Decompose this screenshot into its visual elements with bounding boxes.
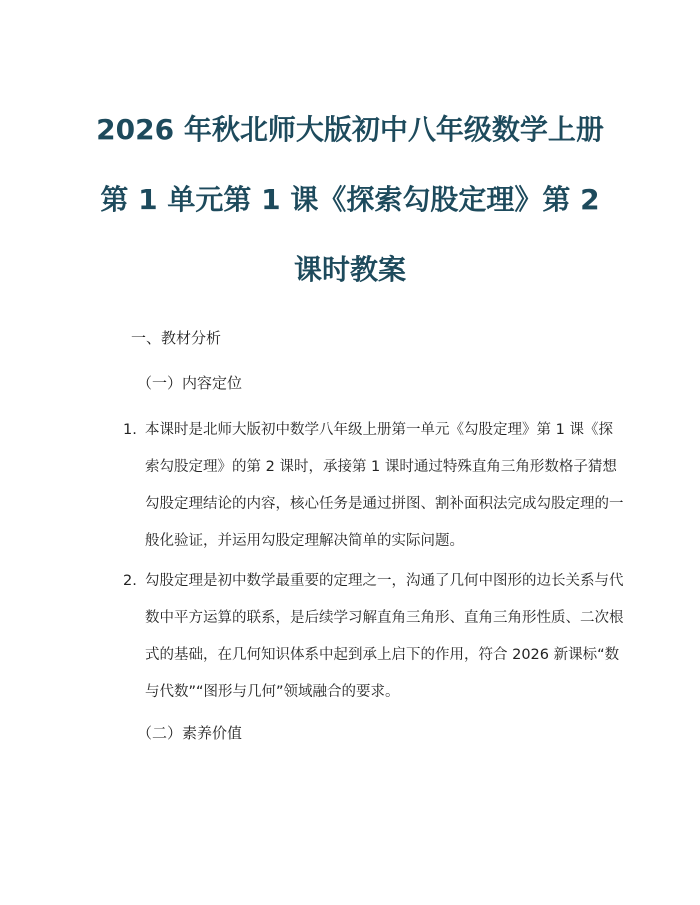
paragraph-line: 本课时是北师大版初中数学八年级上册第一单元《勾股定理》第 1 课《探 (145, 422, 613, 438)
section-heading-textbook-analysis: 一、教材分析 (131, 329, 222, 347)
subsection-heading-content-positioning: （一）内容定位 (137, 374, 243, 392)
list-item-number: 2. (123, 573, 137, 589)
paragraph-line: 与代数”“图形与几何”领域融合的要求。 (145, 684, 400, 700)
paragraph-line: 数中平方运算的联系，是后续学习解直角三角形、直角三角形性质、二次根 (145, 610, 624, 626)
document-title-line-3: 课时教案 (293, 253, 406, 286)
paragraph-line: 般化验证，并运用勾股定理解决简单的实际问题。 (145, 533, 464, 549)
subsection-heading-literacy-value: （二）素养价值 (137, 724, 243, 742)
document-title-line-1: 2026 年秋北师大版初中八年级数学上册 (96, 113, 604, 146)
paragraph-line: 勾股定理结论的内容，核心任务是通过拼图、割补面积法完成勾股定理的一 (145, 496, 624, 512)
list-item-number: 1. (123, 422, 137, 438)
paragraph-line: 索勾股定理》的第 2 课时，承接第 1 课时通过特殊直角三角形数格子猜想 (145, 459, 617, 475)
document-title-line-2: 第 1 单元第 1 课《探索勾股定理》第 2 (100, 183, 600, 216)
paragraph-line: 式的基础，在几何知识体系中起到承上启下的作用，符合 2026 新课标“数 (145, 647, 620, 663)
paragraph-line: 勾股定理是初中数学最重要的定理之一，沟通了几何中图形的边长关系与代 (145, 573, 624, 589)
